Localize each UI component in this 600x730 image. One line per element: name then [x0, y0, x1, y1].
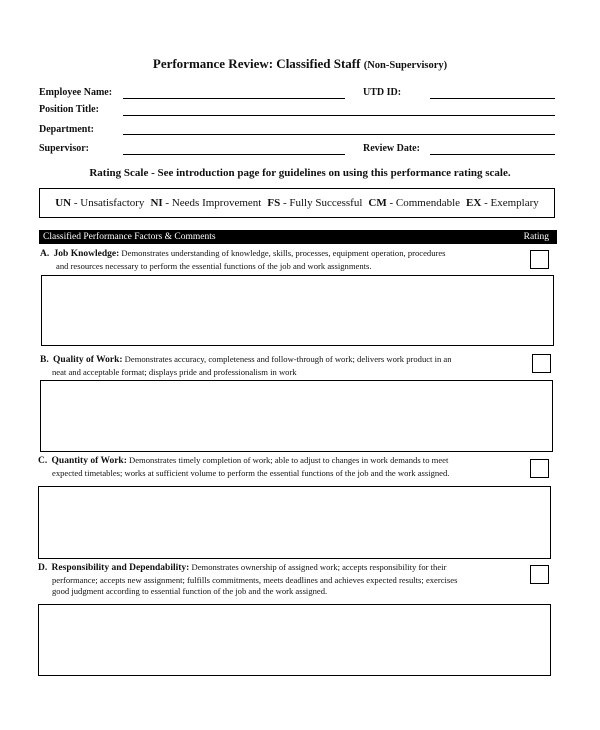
legend-code-un: UN — [55, 197, 72, 209]
criterion-title: Quality of Work: — [53, 355, 123, 365]
position-title-field[interactable] — [123, 115, 555, 116]
rating-box-quantity-of-work[interactable] — [530, 459, 549, 478]
form-title-text: Performance Review: Classified Staff — [152, 56, 361, 71]
criterion-job-knowledge — [40, 248, 520, 272]
rating-box-quality-of-work[interactable] — [532, 354, 551, 373]
criterion-description: Demonstrates timely completion of work; able to adjust to changes in work demands to meet — [129, 455, 449, 465]
comments-box-quantity-of-work[interactable] — [38, 486, 551, 559]
criterion-description-cont: good judgment according to essential function of the job and the work assigned. — [52, 586, 328, 596]
criterion-letter: B. — [40, 355, 49, 365]
rating-box-responsibility[interactable] — [530, 565, 549, 584]
criterion-quantity-of-work — [38, 455, 520, 479]
department-label: Department: — [39, 124, 94, 135]
criterion-description: Demonstrates understanding of knowledge, skills, processes, equipment operation, procedures — [121, 248, 446, 258]
criterion-title: Quantity of Work: — [51, 456, 127, 466]
rating-legend — [39, 188, 555, 218]
review-date-field[interactable] — [430, 154, 555, 155]
factors-header-label: Classified Performance Factors & Comments — [43, 232, 216, 242]
legend-desc-ex: - Exemplary — [484, 197, 539, 209]
supervisor-label: Supervisor: — [39, 143, 89, 154]
legend-desc-fs: - Fully Successful — [282, 197, 363, 209]
criterion-title: Responsibility and Dependability: — [51, 563, 190, 573]
department-field[interactable] — [123, 134, 555, 135]
criterion-quality-of-work — [40, 354, 520, 378]
rating-header-label: Rating — [523, 232, 549, 242]
factors-table-header — [39, 230, 557, 244]
criterion-description-cont: performance; accepts new assignment; fulfills commitments, meets deadlines and achieves expected results; exercises — [52, 574, 458, 585]
legend-code-ex: EX — [466, 197, 482, 209]
position-title-label: Position Title: — [39, 104, 99, 115]
form-title — [0, 56, 600, 72]
rating-scale-note: Rating Scale - See introduction page for guidelines on using this performance rating scale. — [89, 167, 511, 179]
comments-box-quality-of-work[interactable] — [40, 380, 553, 452]
legend-desc-cm: - Commendable — [389, 197, 461, 209]
form-title-suffix: (Non-Supervisory) — [363, 60, 448, 71]
employee-name-field[interactable] — [123, 98, 345, 99]
legend-code-fs: FS — [267, 197, 281, 209]
criterion-description-cont: neat and acceptable format; displays pride and professionalism in work — [52, 366, 297, 377]
legend-code-ni: NI — [150, 197, 163, 209]
criterion-title: Job Knowledge: — [53, 249, 120, 259]
legend-code-cm: CM — [368, 197, 387, 209]
comments-box-responsibility[interactable] — [38, 604, 551, 676]
criterion-description: Demonstrates accuracy, completeness and follow-through of work; delivers work product in an — [124, 354, 452, 364]
rating-box-job-knowledge[interactable] — [530, 250, 549, 269]
legend-desc-un: - Unsatisfactory — [73, 197, 145, 209]
utd-id-label: UTD ID: — [363, 87, 402, 98]
comments-box-job-knowledge[interactable] — [41, 275, 554, 346]
employee-name-label: Employee Name: — [39, 87, 113, 98]
legend-desc-ni: - Needs Improvement — [165, 197, 262, 209]
utd-id-field[interactable] — [430, 98, 555, 99]
criterion-letter: A. — [40, 249, 50, 259]
supervisor-field[interactable] — [123, 154, 345, 155]
criterion-description-cont: expected timetables; works at sufficient volume to perform the essential functions of the job and the work assigned. — [52, 467, 450, 478]
criterion-description: Demonstrates ownership of assigned work; accepts responsibility for their — [191, 562, 447, 572]
criterion-description-cont: and resources necessary to perform the essential functions of the job and work assignments. — [56, 260, 372, 271]
review-date-label: Review Date: — [363, 143, 420, 154]
criterion-letter: D. — [38, 563, 48, 573]
criterion-responsibility — [38, 562, 522, 598]
criterion-letter: C. — [38, 456, 48, 466]
